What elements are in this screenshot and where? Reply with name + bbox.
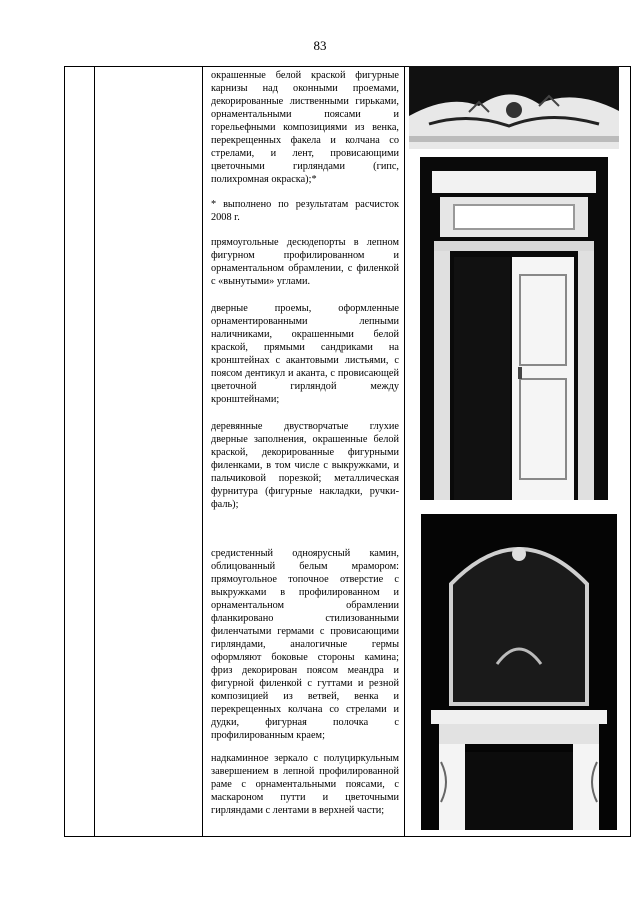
paragraph-cornices: окрашенные белой краской фигурные карнизы над оконными проемами, декорированные лиственными гирьками, орнаментальными поясами и горельефными композициями из венка, перекрещенных факела и колчана со стрелами, и лент, провисающими цветочными гирляндами (гипс, полихромная окраска);*: [211, 70, 399, 185]
fireplace-photo: [421, 514, 617, 830]
column-divider: [404, 67, 405, 836]
column-divider: [94, 67, 95, 836]
paragraph-footnote: * выполнено по результатам расчисток 2008 г.: [211, 199, 399, 223]
column-divider: [202, 67, 203, 836]
page-number: 83: [313, 38, 327, 53]
paragraph-mirror: надкаминное зеркало с полуциркульным завершением в лепной профилированной раме с орнаментальными поясами, с маскароном путти и цветочными гирляндами с лентами в верхней части;: [211, 753, 399, 816]
door-photo: [420, 157, 608, 500]
paragraph-doorways: дверные проемы, оформленные орнаментированными лепными наличниками, окрашенными белой краской, прямыми сандриками на кронштейнах с акантовыми листьями, с поясом дентикул и аканта, с провисающей цветочной гирляндой между кронштейнами;: [211, 303, 399, 405]
paragraph-fireplace: средистенный одноярусный камин, облицованный белым мрамором: прямоугольное топочное отверстие с выкружками в профилированном и орнаментальном обрамлении фланкировано стилизованными филенчатыми гермами с провисающими гирляндами, аналогичные гермы оформляют боковые стороны камина; фриз декорирован поясом меандра и фигурной филенкой с гуттами и резной композицией из ветвей, венка и перекрещенных колчана со стрелами и дудки, фигурная полочка с профилированным краем;: [211, 548, 399, 741]
description-column: [211, 69, 399, 831]
paragraph-door-leaves: деревянные двустворчатые глухие дверные заполнения, окрашенные белой краской, декорированные фигурными филенками, в том числе с выкружками, и пальчиковой порезкой; металлическая фурнитура (фигурные накладки, ручки-фаль);: [211, 421, 399, 510]
cornice-photo: [409, 66, 619, 149]
paragraph-overdoors: прямоугольные десюдепорты в лепном фигурном профилированном и орнаментальном обрамлении, с филенкой с «вынутыми» углами.: [211, 237, 399, 287]
